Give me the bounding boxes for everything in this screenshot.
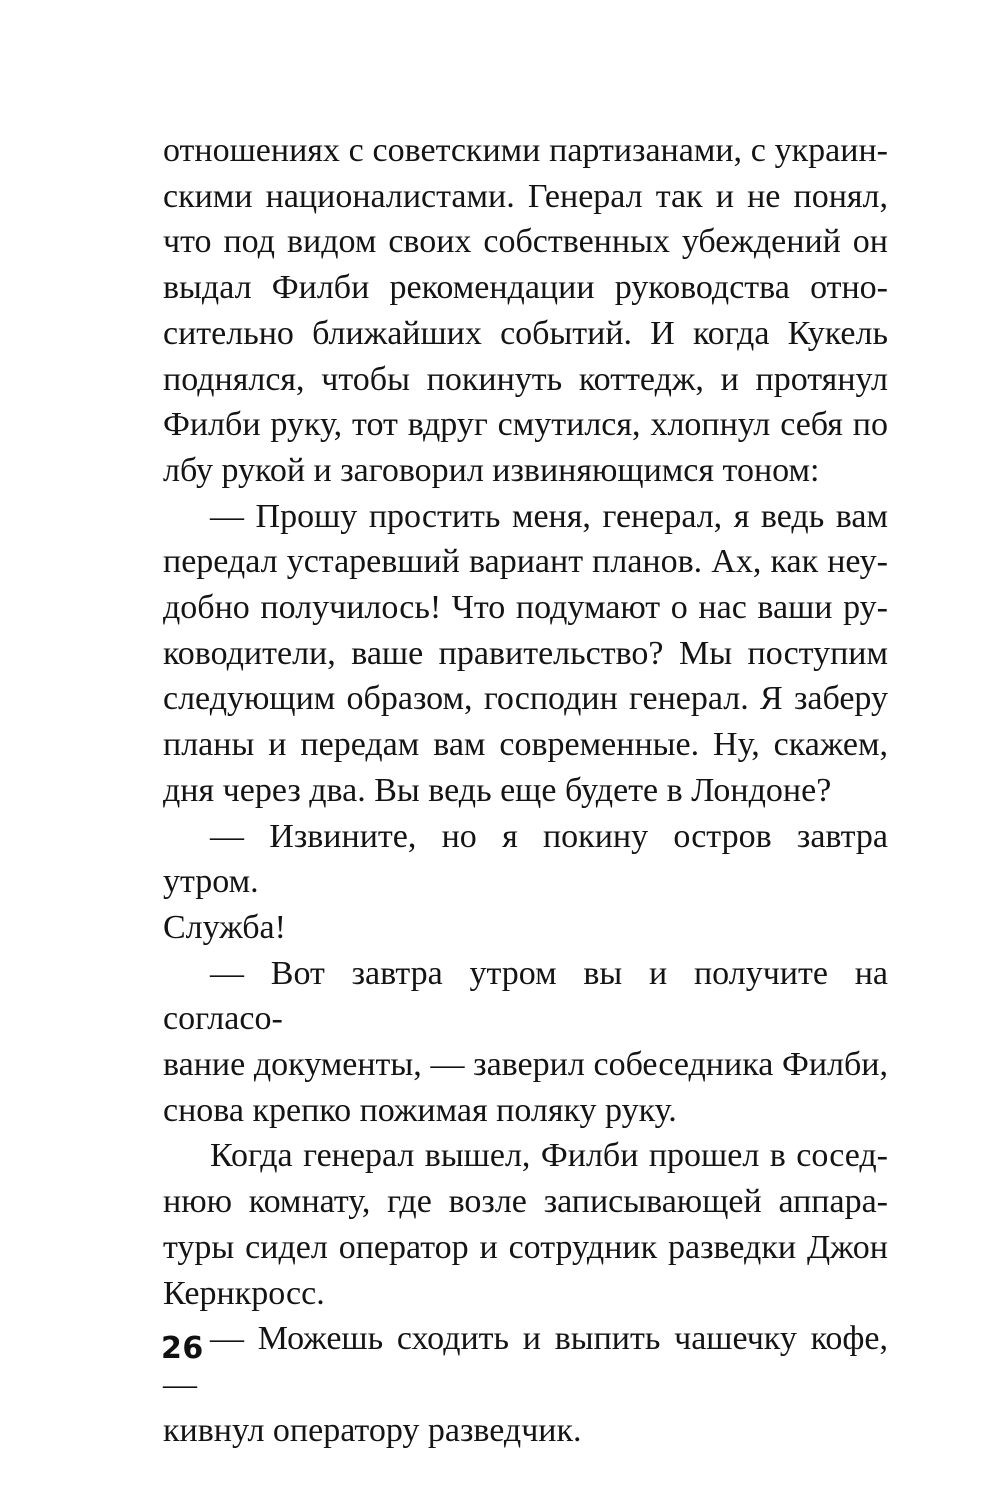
text-line: — Вот завтра утром вы и получите на согласо- [163,954,888,1038]
text-line: лбу рукой и заговорил извиняющимся тоном: [163,451,820,489]
text-line: поднялся, чтобы покинуть коттедж, и протянул [163,360,888,398]
text-line: снова крепко пожимая поляку руку. [163,1091,677,1129]
text-line: Кернкросс. [163,1274,325,1312]
text-line: передал устаревший вариант планов. Ах, как неу- [163,543,888,581]
text-line: вание документы, — заверил собеседника Филби, [163,1046,888,1084]
text-line: отношениях с советскими партизанами, с украин- [163,132,888,169]
paragraph [163,128,888,494]
text-line: планы и передам вам современные. Ну, скажем, [163,726,888,764]
text-line: скими националистами. Генерал так и не понял, [163,177,888,215]
text-line: туры сидел оператор и сотрудник разведки Джон [163,1228,888,1266]
text-line: нюю комнату, где возле записывающей аппара- [163,1183,888,1221]
text-line: кивнул оператору разведчик. [163,1411,582,1449]
text-line: следующим образом, господин генерал. Я заберу [163,680,888,718]
text-line: ководители, ваше правительство? Мы поступим [163,634,888,672]
text-block [163,128,888,1453]
text-line: сительно ближайших событий. И когда Кукель [163,314,888,352]
text-line: добно получилось! Что подумают о нас ваши ру- [163,589,888,627]
text-line: дня через два. Вы ведь еще будете в Лондоне? [163,771,832,809]
text-line: что под видом своих собственных убеждений он [163,223,888,261]
paragraph [163,1316,888,1453]
paragraph [163,814,888,951]
paragraph [163,1133,888,1316]
text-line: Служба! [163,908,286,946]
paragraph [163,494,888,814]
text-line: Филби руку, тот вдруг смутился, хлопнул себя по [163,406,888,444]
text-line: выдал Филби рекомендации руководства отно- [163,269,888,307]
paragraph [163,951,888,1134]
page-number: 26 [161,1331,204,1366]
text-line: — Прошу простить меня, генерал, я ведь вам [210,497,888,535]
text-line: Когда генерал вышел, Филби прошел в сосед- [210,1137,888,1175]
text-line: — Извините, но я покину остров завтра утром. [163,817,888,901]
text-line: — Можешь сходить и выпить чашечку кофе, — [163,1320,888,1403]
